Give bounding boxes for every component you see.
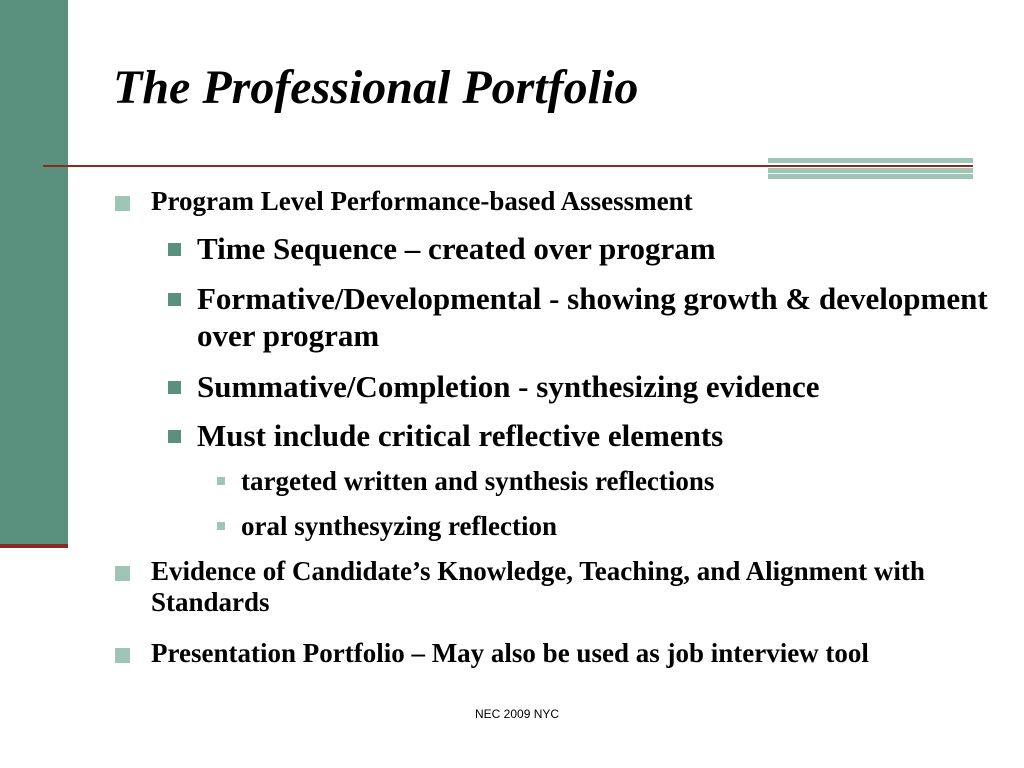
title-accent-stripe [768, 168, 973, 173]
bullet-item: Formative/Developmental - showing growth & development over program [197, 280, 997, 354]
bullet-item: Presentation Portfolio – May also be used as job interview tool [151, 638, 1011, 669]
slide-title: The Professional Portfolio [113, 61, 639, 114]
bullet-item: Evidence of Candidate’s Knowledge, Teaching, and Alignment with Standards [151, 556, 1011, 618]
slide-footer: NEC 2009 NYC [475, 707, 560, 721]
left-accent-underline [0, 544, 68, 548]
bullet-item: Program Level Performance-based Assessment [151, 186, 1011, 217]
bullet-item: Must include critical reflective elements [197, 417, 997, 454]
title-accent-stripe [768, 174, 973, 179]
bullet-item: Time Sequence – created over program [197, 230, 997, 267]
bullet-item: Summative/Completion - synthesizing evidence [197, 368, 997, 405]
bullet-item: targeted written and synthesis reflections [241, 466, 981, 497]
bullet-item: oral synthesyzing reflection [241, 511, 981, 542]
left-accent-bar [0, 0, 68, 544]
title-rule [43, 165, 973, 167]
title-accent-stripe [768, 158, 973, 163]
